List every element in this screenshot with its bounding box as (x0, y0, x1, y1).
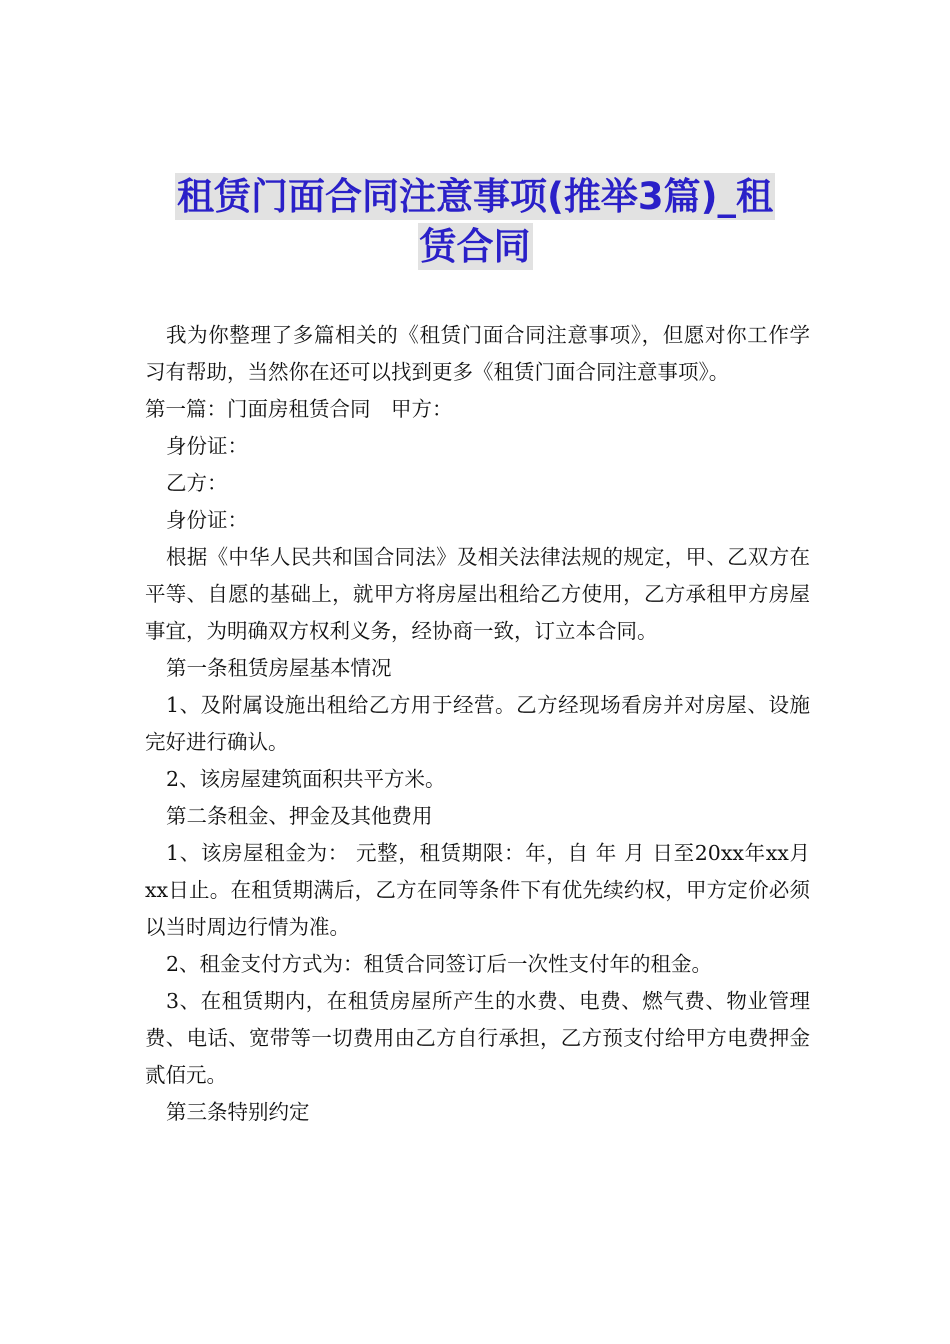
article-one-item-2: 2、该房屋建筑面积共平方米。 (166, 767, 446, 791)
legal-basis-paragraph: 根据《中华人民共和国合同法》及相关法律法规的规定，甲、乙双方在平等、自愿的基础上，就甲方将房屋出租给乙方使用，乙方承租甲方房屋事宜，为明确双方权利义务，经协商一致，订立本合同。 (145, 545, 810, 643)
article-three-heading: 第三条特别约定 (166, 1100, 310, 1124)
article-two-item-2: 2、租金支付方式为：租赁合同签订后一次性支付年的租金。 (166, 952, 713, 976)
section-heading-part-one: 第一篇：门面房租赁合同 甲方： (145, 397, 453, 421)
title-line-2: 赁合同 (419, 225, 531, 268)
party-b-line: 乙方： (166, 471, 228, 495)
party-b-id-line: 身份证： (166, 508, 248, 532)
article-two-heading: 第二条租金、押金及其他费用 (166, 804, 433, 828)
intro-paragraph: 我为你整理了多篇相关的《租赁门面合同注意事项》，但愿对你工作学习有帮助，当然你在还可以找到更多《租赁门面合同注意事项》。 (145, 323, 810, 384)
article-two-item-3: 3、在租赁期内，在租赁房屋所产生的水费、电费、燃气费、物业管理费、电话、宽带等一切费用由乙方自行承担，乙方预支付给甲方电费押金贰佰元。 (145, 989, 810, 1087)
party-a-id-line: 身份证： (166, 434, 248, 458)
document-title (140, 172, 810, 272)
document-body (145, 317, 810, 1131)
title-line-1: 租赁门面合同注意事项(推举3篇)_租 (176, 175, 774, 218)
article-one-item-1: 1、及附属设施出租给乙方用于经营。乙方经现场看房并对房屋、设施完好进行确认。 (145, 693, 810, 754)
article-one-heading: 第一条租赁房屋基本情况 (166, 656, 392, 680)
article-two-item-1: 1、该房屋租金为： 元整，租赁期限：年，自 年 月 日至20xx年xx月xx日止。在租赁期满后，乙方在同等条件下有优先续约权，甲方定价必须以当时周边行情为准。 (145, 841, 810, 939)
